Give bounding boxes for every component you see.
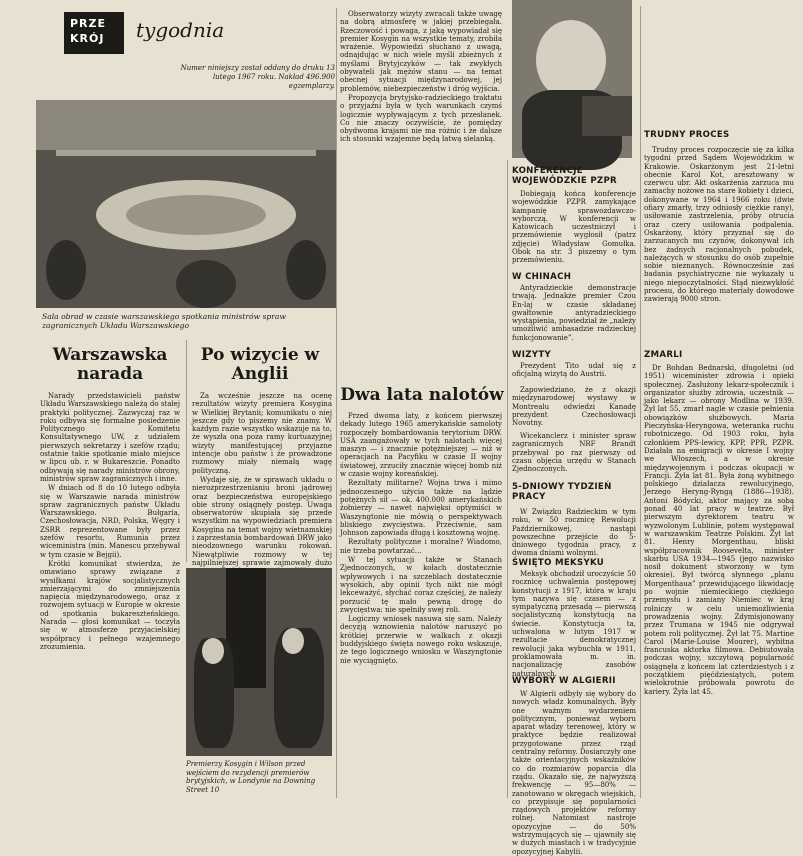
wizyta-body-2: [340, 10, 502, 374]
narada-body: [40, 392, 180, 800]
algieria-title: WYBORY W ALGIERII: [512, 676, 616, 686]
narada-paragraph: Narady przedstawicieli państw Układu Warszawskiego należą do stałej praktyki politycznej. Zazwyczaj raz w roku odbywa się formalne posiedzenie Politycznego Komitetu Konsultatywnego UW, z udziałem pierwszych sekretarzy i szefów rządu; ostatnie takie spotkanie miało miejsce w lipcu ub. r. w Bukareszcie. Ponadto odbywają się narady ministrów obrony, ministrów spraw zagranicznych i inne.: [40, 392, 180, 483]
naloty-paragraph: W tej sytuacji także w Stanach Zjednoczonych, w kołach dostatecznie wpływowych i na szczeblach dostatecznie wysokich, aby opinii tych nikt nie mógł lekceważyć, słychać coraz częściej, że należy porzucić tę mało pewną drogę do zwycięstwa: nie spełniły swej roli.: [340, 556, 502, 614]
zapowiedziano-text: Zapowiedziano, że z okazji międzynarodowej wystawy w Montrealu odwiedzi Kanadę prezydent Czechosłowacji Novotny.: [512, 386, 636, 428]
narada-paragraph: Krótki komunikat stwierdza, że omawiano sprawy związane z wysiłkami krajów socjalistycznych zmierzającymi do zmniejszenia napięcia międzynarodowego, oraz z rozwojem sytuacji w Europie w okresie od spotkania bukareszteńskiego. Narada — głosi komunikat — toczyła się w atmosferze przyjacielskiej współpracy i pełnego wzajemnego zrozumienia.: [40, 559, 180, 651]
algieria-text: W Algierii odbyły się wybory do nowych władz komunalnych. Były one ważnym wydarzeniem politycznym, ponieważ wyboru aparat władzy terenowej, który w praktyce będzie realizował przygotowane przez rząd centralny reformy. Dosiarczyły one także orientacyjnych wskaźników co do rozmiarów poparcia dla rządu. Okazało się, że najwyższą frekwencję — 95—80% — zanotowano w okręgach wiejskich, co przypisuje się popularności rządowych projektów reformy rolnej. Natomiast nastroje opozycyjne — do 50% wstrzymujących się — ujawniły się w dużych miastach i w tradycyjnie opozycyjnej Kabylii.: [512, 690, 636, 856]
konferencje-body: [512, 190, 636, 268]
piec-dni-title: 5-DNIOWY TYDZIEŃ PRACY: [512, 482, 612, 502]
proces-title: TRUDNY PROCES: [644, 130, 730, 140]
masthead-title: tygodnia: [136, 18, 225, 42]
logo-line-2: KRÓJ: [70, 32, 105, 45]
column-rule: [186, 340, 187, 562]
zmarli-title: ZMARLI: [644, 350, 683, 360]
photo-conference-hall: [36, 100, 336, 308]
narada-title: Warszawska narada: [52, 345, 168, 384]
meksyk-body: [512, 570, 636, 678]
wicekanclerz-body: [512, 432, 636, 476]
photo2-caption: Premierzy Kosygin i Wilson przed wejściem do rezydencji premierów brytyjskich, w Londynie na Downing Street 10: [186, 760, 316, 794]
wizyta-paragraph: Za wcześnie jeszcze na ocenę rezultatów wizyty premiera Kosygina w Wielkiej Brytanii; komunikatu o niej jeszcze gdy to piszemy nie znamy. W każdym razie wszystko wskazuje na to, że wyszła ona poza ramy kurtuazyjnej wizyty manifestującej przyjazne intencje obu państw i że prowadzone rozmowy miały niemałą wagę polityczną.: [192, 392, 332, 475]
wizyty-title: WIZYTY: [512, 350, 552, 360]
piec-dni-text: W Związku Radzieckim w tym roku, w 50 rocznicę Rewolucji Październikowej, nastąpi powszechne przejście do 5-dniowego tygodnia pracy, z dwoma dniami wolnymi.: [512, 508, 636, 558]
logo-line-1: PRZE: [70, 17, 107, 30]
meksyk-title: ŚWIĘTO MEKSYKU: [512, 558, 605, 568]
wizyty-text: Prezydent Tito udał się z oficjalną wizytą do Austrii.: [512, 362, 636, 379]
chinach-text: Antyradzieckie demonstracje trwają. Jednakże premier Czou En-laj w czasie składanej gwałtownie antyradzieckiego wystąpienia, powiedział że „należy umożliwić ambasadzie radzieckiej funkcjonowanie”.: [512, 284, 636, 342]
konferencje-title: KONFERENCJE WOJEWÓDZKIE PZPR: [512, 166, 617, 186]
proces-body: [644, 146, 794, 340]
naloty-title: Dwa lata nalotów: [340, 385, 504, 405]
wizyta-title: Po wizycie w Anglii: [200, 345, 320, 384]
wizyta-paragraph: Wydaje się, że w sprawach układu o nierozprzestrzenianiu broni jądrowej oraz bezpieczeństwa europejskiego obie strony osiągnęły postęp. Uwaga obserwatorów skupiała się przede wszystkim na wypowiedziach premiera Kosygina na temat wojny wietnamskiej i zaprzestania bombardowań DRW jako nieodzownego warunku rokowań. Niewątpliwie rozmowy w tej najpilniejszej sprawie zajmowały dużo: [192, 475, 332, 567]
column-rule: [336, 8, 337, 798]
chinach-title: W CHINACH: [512, 272, 572, 282]
wizyty-body: [512, 362, 636, 382]
column-rule: [640, 6, 641, 798]
meksyk-text: Meksyk obchodził uroczyście 50 rocznicę uchwalenia postępowej konstytucji z 1917, która w kraju tym nazywa się czasem — z sympatyczną przesadą — pierwszą socjalistyczną konstytucją na świecie. Konstytucja ta, uchwalona w lutym 1917 w rezultacie demokratycznej rewolucji jaka wybuchła w 1911, proklamowała m. in. nacjonalizację zasobów naturalnych.: [512, 570, 636, 678]
photo-speaker: [512, 0, 632, 158]
naloty-paragraph: Rezultaty militarne? Wojna trwa i mimo jednoczesnego użycia także na lądzie potężnych sił — ok. 400.000 amerykańskich żołnierzy — nawet najwięksi optymiści w Waszyngtonie nie mówią o perspektywach bliskiego zwycięstwa. Przeciwnie, sam Johnson zapowiada długą i kosztowną wojnę.: [340, 479, 502, 538]
section-logo: [64, 12, 124, 54]
algieria-body: [512, 690, 636, 856]
piec-dni-body: [512, 508, 636, 558]
narada-paragraph: W dniach od 8 do 10 lutego odbyła się w Warszawie narada ministrów spraw zagranicznych państw Układu Warszawskiego. Bułgaria, Czechosłowacja, NRD, Polska, Węgry i ZSRR reprezentowane były przez szefów resortu, Rumunia przez wiceministra (min. Manescu przebywał w tym czasie w Bejgii).: [40, 484, 180, 559]
column-rule: [507, 160, 508, 798]
algieria-continued: [644, 6, 794, 122]
chinach-body: [512, 284, 636, 346]
wizyta-body-1: [192, 392, 332, 567]
zapowiedziano-body: [512, 386, 636, 426]
naloty-paragraph: Rezultaty polityczne i moralne? Wiadomo, nie trzeba powtarzać...: [340, 538, 502, 555]
photo1-caption: Sala obrad w czasie warszawskiego spotkania ministrów spraw zagranicznych Układu Warszawskiego: [42, 312, 286, 330]
proces-text: Trudny proces rozpoczęcie się za kilka tygodni przed Sądem Wojewódzkim w Krakowie. Oskarżonym jest 21-letni obecnie Karol Kot, aresztowany w czerwcu ubr. Akt oskarżenia zarzuca mu zamachy nożowe na stare kobiety i dzieci, dokonywane w 1964 i 1966 roku (dwie ofiary zmarły, trzy odniosły ciężkie rany), usiłowanie zastrzelenia, próby otrucia oraz czery usiłowania podpalenia. Oskarżony, który przyznał się do zarzucanych mu czynów, dokonywał ich bez żadnych racjonalnych pobudek, należących w stosunku do osób zupełnie sobie nieznanych. Równocześnie zaś badania psychiatryczne nie wykazały u niego niepoczytalności. Stąd niezwykłość procesu, do którego materiały dowodowe zawierają 9000 stron.: [644, 146, 794, 304]
photo-kosygin-wilson: [186, 568, 332, 756]
wizyta-paragraph: Propozycja brytyjsko-radzieckiego traktatu o przyjaźni była w tych warunkach czymś logicznie wypływającym z tych przesłanek. Co nie znaczy oczywiście, że pomiędzy obydwoma krajami nie ma różnic i że dalsze ich stosunki wzajemne będą łatwą sielanką.: [340, 93, 502, 144]
zmarli-body: [644, 364, 794, 796]
naloty-body: [340, 412, 502, 798]
wizyta-paragraph: Obserwatorzy wizyty zwracali także uwagę na dobrą atmosferę w jakiej przebiegała. Rzeczowość i powaga, z jaką wypowiadał się premier Kosygin na wszystkie tematy, zrobiła wrażenie. Wypowiedzi słuchano z uwagą, odnajdując w nich wiele myśli zbieżnych z myślami Brytyjczyków — tak zwykłych obywateli jak mężów stanu — na temat obecnej sytuacji międzynarodowej, jej problemów, niebezpieczeństw i dróg wyjścia.: [340, 10, 502, 93]
naloty-paragraph: Logiczny wniosek nasuwa się sam. Należy decyzją wznowienia nalotów naruszyć po krótkiej przerwie w walkach z okazji buddyjskiego święta nowego roku wskazuje, że tego logicznego wniosku w Waszyngtonie nie wyciągnięto.: [340, 615, 502, 665]
konferencje-text: Dobiegają końca konferencje wojewódzkie PZPR zamykające kampanię sprawozdawczo-wyborczą. W konferencji w Katowicach uczestniczył i przemówienie wygłosił (patrz zdjęcie) Władysław Gomułka. Obok na str. 3 piszemy o tym przemówieniu.: [512, 190, 636, 265]
zmarli-text: Dr Bohdan Bednarski, długoletni (od 1951) wiceminister zdrowia i opieki społecznej. Zasłużony lekarz-społecznik i organizator służby zdrowia, uczestnik — jako lekarz — obrony Modlina w 1939. Żył lat 55, zmarł nagle w czasie pełnienia obowiązków służbowych. Maria Pieczyńska-Heryngowa, weteranka ruchu robotniczego. Od 1903 roku, była członkiem PPS-lewicy, KPP, PPR, PZPR. Działała na emigracji w okresie I wojny we Włoszech, a w okresie międzywojennym i podczas okupacji w Francji. Żyła lat 81. Była żoną wybitnego polskiego działacza rewolucyjnego, Jerzego Heryng-Ryngą (1886—1938). Antoni Bódycki, aktor mający za sobą ponad 40 lat pracy w teatrze. Był pierwszym dyrektorem teatru w wyzwolonym Lublinie, potem występował w warszawskim Teatrze Polskim. Żył lat 81. Henry Morgenthau, bliski współpracownik Roosevelta, minister skarbu USA 1934—1945 (jego nazwisko nosił dokument stworzony w tym okresie). Był twórcą słynnego „planu Morgenthaua” przewidującego likwidację po wojnie niemieckiego ciężkiego przemysłu i zamiany Niemiec w kraj rolniczy w celu uniemożliwienia prowadzenia wojny. Zdymisjonowany przez Trumana w 1945 nie odgrywał potem roli politycznej. Żył lat 75. Martine Carol (Marie-Louise Mourer), wybitna francuska aktorka filmowa. Debiutowała podczas wojny, szczytową popularność osiągnęła z końcem lat czterdziestych i z początkiem pięćdziesiątych, potem wielokrotnie próbowała powrotu do kariery. Żyła lat 45.: [644, 364, 794, 696]
edition-note: Numer niniejszy został oddany do druku 13 lutego 1967 roku. Nakład 496.900 egzemplarzy.: [180, 64, 335, 90]
wicekanclerz-text: Wicekanclerz i minister spraw zagranicznych NRF Brandt przebywał po raz pierwszy od czasu objęcia urzędu w Stanach Zjednoczonych.: [512, 432, 636, 474]
naloty-paragraph: Przed dwoma laty, z końcem pierwszej dekady lutego 1965 amerykańskie samoloty rozpoczęły bombardowania terytorium DRW. USA zaangażowały w tych nalotach więcej maszyn — i znacznie potężniejszej — niż w operacjach na Pacyfiku w czasie II wojny światowej, zrzuciły znacznie więcej bomb niż w czasie wojny koreańskiej.: [340, 412, 502, 479]
